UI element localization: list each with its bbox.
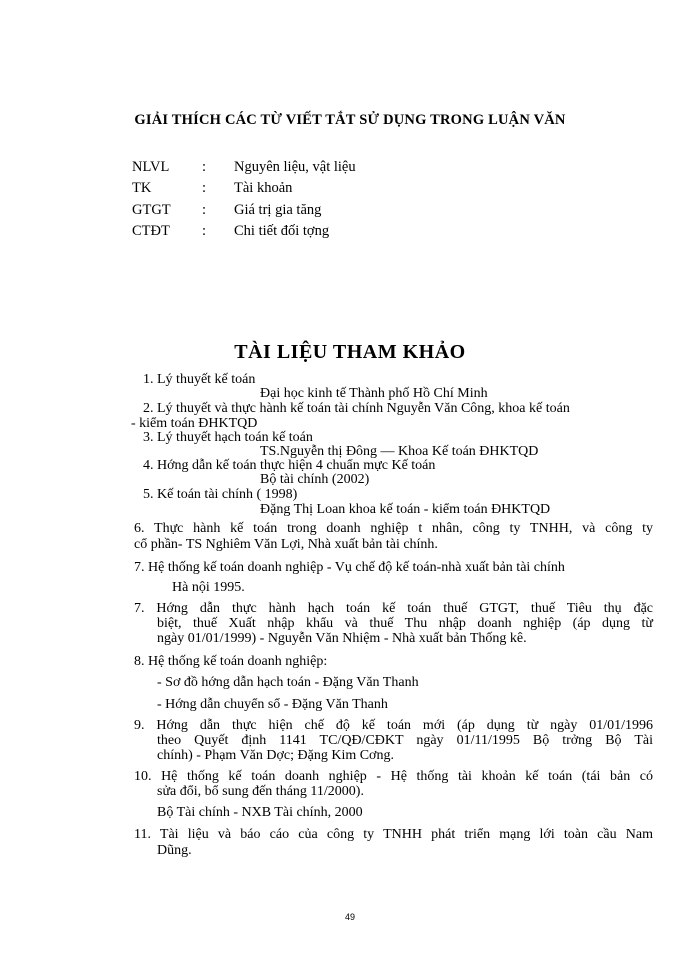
reference-line: 9. Hớng dẫn thực hiện chế độ kế toán mới (áp dụng từ ngày 01/01/1996 xyxy=(134,718,653,733)
page-number: 49 xyxy=(344,912,355,922)
reference-line: Dũng. xyxy=(157,843,192,858)
reference-line: Đại học kinh tế Thành phố Hồ Chí Minh xyxy=(260,386,488,401)
reference-line: - Hớng dẫn chuyển sổ - Đặng Văn Thanh xyxy=(157,697,388,712)
abbreviation-code: TK xyxy=(132,180,152,196)
abbreviation-meaning: Tài khoản xyxy=(234,180,293,196)
reference-line: theo Quyết định 1141 TC/QĐ/CĐKT ngày 01/11/1995 Bộ trởng Bộ Tài xyxy=(157,733,653,748)
abbreviation-meaning: Chi tiết đối tợng xyxy=(234,223,330,239)
reference-line: 8. Hệ thống kế toán doanh nghiệp: xyxy=(134,654,328,669)
abbreviations-title: GIẢI THÍCH CÁC TỪ VIẾT TẮT SỬ DỤNG TRONG LUẬN VĂN xyxy=(134,112,566,128)
abbreviation-code: GTGT xyxy=(132,202,171,218)
reference-line: 11. Tài liệu và báo cáo của công ty TNHH phát triển mạng lới toàn cầu Nam xyxy=(134,827,653,842)
reference-line: sửa đổi, bổ sung đến tháng 11/2000). xyxy=(157,784,364,799)
reference-line: 5. Kế toán tài chính ( 1998) xyxy=(143,487,298,502)
reference-line: - kiểm toán ĐHKTQD xyxy=(131,416,258,431)
reference-line: 6. Thực hành kế toán trong doanh nghiệp t nhân, công ty TNHH, và công ty xyxy=(134,521,653,536)
abbreviation-code: CTĐT xyxy=(132,223,170,239)
reference-line: 7. Hệ thống kế toán doanh nghiệp - Vụ chế độ kế toán-nhà xuất bản tài chính xyxy=(134,560,565,575)
reference-line: 4. Hớng dẫn kế toán thực hiện 4 chuẩn mực Kế toán xyxy=(143,458,436,473)
reference-line: Đặng Thị Loan khoa kế toán - kiểm toán ĐHKTQD xyxy=(260,502,551,517)
reference-line: biệt, thuế Xuất nhập khẩu và thuế Thu nhập doanh nghiệp (áp dụng từ xyxy=(157,616,653,631)
reference-line: 7. Hớng dẫn thực hành hạch toán kế toán thuế GTGT, thuế Tiêu thụ đặc xyxy=(134,601,653,616)
abbreviation-meaning: Nguyên liệu, vật liệu xyxy=(234,159,356,175)
abbreviation-separator: : xyxy=(202,202,207,218)
abbreviation-separator: : xyxy=(202,180,207,196)
reference-line: cổ phần- TS Nghiêm Văn Lợi, Nhà xuất bản tài chính. xyxy=(134,537,438,552)
abbreviation-meaning: Giá trị gia tăng xyxy=(234,202,322,218)
reference-line: Bộ tài chính (2002) xyxy=(260,472,370,487)
abbreviation-separator: : xyxy=(202,223,207,239)
reference-line: 1. Lý thuyết kế toán xyxy=(143,372,256,387)
reference-line: Bộ Tài chính - NXB Tài chính, 2000 xyxy=(157,805,363,820)
reference-line: Hà nội 1995. xyxy=(172,580,245,595)
reference-line: chính) - Phạm Văn Dợc; Đặng Kim Cơng. xyxy=(157,748,394,763)
references-title: TÀI LIỆU THAM KHẢO xyxy=(234,341,466,363)
abbreviation-separator: : xyxy=(202,159,207,175)
reference-line: 3. Lý thuyết hạch toán kế toán xyxy=(143,430,313,445)
reference-line: 10. Hệ thống kế toán doanh nghiệp - Hệ thống tài khoản kế toán (tái bản có xyxy=(134,769,653,784)
reference-line: 2. Lý thuyết và thực hành kế toán tài chính Nguyễn Văn Công, khoa kế toán xyxy=(143,401,570,416)
reference-line: ngày 01/01/1999) - Nguyễn Văn Nhiệm - Nhà xuất bản Thống kê. xyxy=(157,631,527,646)
reference-line: - Sơ đồ hớng dẫn hạch toán - Đặng Văn Thanh xyxy=(157,675,419,690)
abbreviation-code: NLVL xyxy=(132,159,170,175)
reference-line: TS.Nguyễn thị Đông — Khoa Kế toán ĐHKTQD xyxy=(260,444,539,459)
